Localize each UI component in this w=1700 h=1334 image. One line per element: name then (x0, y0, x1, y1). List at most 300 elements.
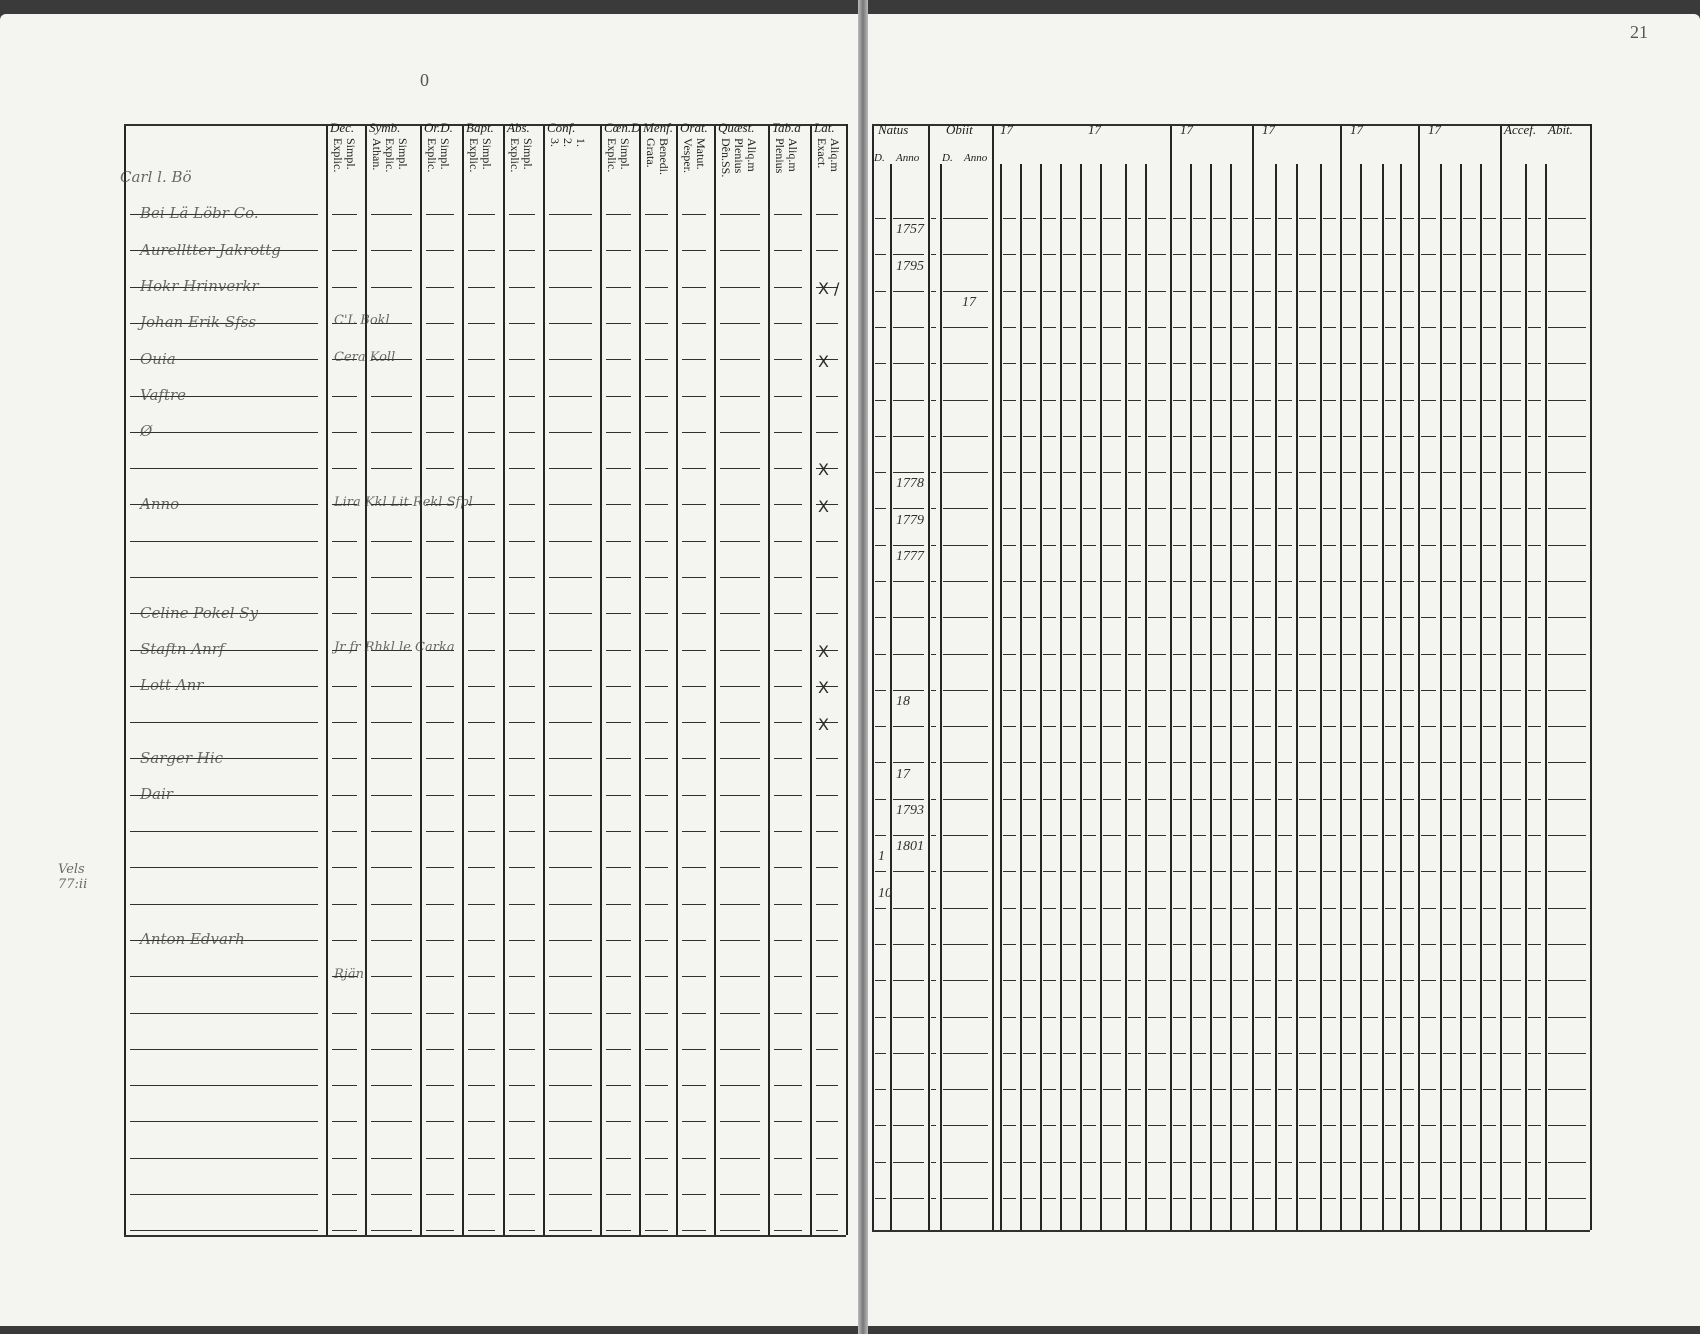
right-row-rule (943, 581, 988, 582)
left-row-rule (645, 468, 668, 469)
right-row-rule (1148, 291, 1166, 292)
right-row-rule (1148, 799, 1166, 800)
right-row-rule (1103, 254, 1121, 255)
right-column-rule (1145, 164, 1147, 1230)
right-row-rule (1503, 762, 1521, 763)
right-row-rule (1443, 254, 1456, 255)
right-row-rule (1463, 254, 1476, 255)
left-row-rule (371, 613, 412, 614)
right-row-rule (1063, 690, 1076, 691)
left-row-rule (774, 468, 802, 469)
right-row-rule (1363, 472, 1378, 473)
right-column-rule (1382, 164, 1384, 1230)
right-row-rule (943, 1053, 988, 1054)
left-row-rule (549, 650, 592, 651)
right-header-title: 17 (1180, 122, 1193, 137)
right-row-rule (1483, 944, 1496, 945)
right-row-rule (1083, 762, 1096, 763)
right-row-rule (893, 799, 924, 800)
right-row-rule (1023, 327, 1036, 328)
right-row-rule (1148, 363, 1166, 364)
right-row-rule (1403, 908, 1414, 909)
left-row-rule (682, 214, 706, 215)
right-row-rule (1403, 944, 1414, 945)
right-row-rule (1299, 400, 1316, 401)
right-column-rule (1590, 124, 1592, 1230)
left-row-rule (426, 613, 454, 614)
right-row-rule (1023, 871, 1036, 872)
right-row-rule (943, 508, 988, 509)
left-row-rule (816, 758, 838, 759)
right-row-rule (1443, 726, 1456, 727)
right-row-rule (1503, 908, 1521, 909)
right-row-rule (1278, 327, 1292, 328)
right-row-rule (1148, 617, 1166, 618)
right-row-rule (1083, 218, 1096, 219)
left-column-rule (714, 124, 716, 1235)
left-row-rule (606, 1049, 631, 1050)
right-row-rule (1385, 1053, 1396, 1054)
right-row-rule (1548, 545, 1586, 546)
right-row-rule (1255, 581, 1271, 582)
right-row-rule (1385, 690, 1396, 691)
right-row-rule (1173, 472, 1186, 473)
right-row-rule (1299, 835, 1316, 836)
right-row-rule (1385, 762, 1396, 763)
left-row-rule (720, 323, 760, 324)
left-row-rule (645, 1194, 668, 1195)
left-row-rule (720, 250, 760, 251)
right-row-rule (1548, 762, 1586, 763)
left-row-rule (426, 1230, 454, 1231)
right-row-rule (1043, 1053, 1056, 1054)
right-row-rule (1213, 1089, 1226, 1090)
right-row-rule (1233, 545, 1248, 546)
left-row-rule (720, 904, 760, 905)
left-header-title: Abs. (507, 120, 530, 135)
right-row-rule (1043, 363, 1056, 364)
right-row-rule (1323, 291, 1336, 292)
right-row-rule (1443, 508, 1456, 509)
right-column-rule (1210, 164, 1212, 1230)
right-row-rule (1503, 980, 1521, 981)
left-header-sub: Simpl. (344, 138, 358, 170)
right-row-rule (1233, 1089, 1248, 1090)
right-row-rule (1421, 799, 1436, 800)
left-row-rule (509, 904, 535, 905)
right-row-rule (1213, 835, 1226, 836)
right-row-rule (1128, 617, 1141, 618)
right-row-rule (1421, 545, 1436, 546)
right-row-rule (1323, 436, 1336, 437)
left-row-rule (682, 940, 706, 941)
right-row-rule (1443, 908, 1456, 909)
right-row-rule (1103, 944, 1121, 945)
left-row-rule (816, 1013, 838, 1014)
left-row-rule (509, 287, 535, 288)
left-row-rule (816, 1085, 838, 1086)
left-row-rule (774, 686, 802, 687)
right-column-rule (1060, 164, 1062, 1230)
right-row-rule (1278, 436, 1292, 437)
right-row-rule (1503, 363, 1521, 364)
left-row-rule (720, 541, 760, 542)
left-row-rule (509, 468, 535, 469)
right-row-rule (1403, 327, 1414, 328)
right-row-rule (1128, 363, 1141, 364)
right-row-rule (1385, 400, 1396, 401)
right-row-rule (943, 218, 988, 219)
left-row-rule (509, 1230, 535, 1231)
left-row-rule (468, 359, 495, 360)
right-row-rule (1443, 871, 1456, 872)
right-row-rule (1299, 1017, 1316, 1018)
right-row-rule (1278, 400, 1292, 401)
birth-day: 10 (878, 885, 892, 901)
right-row-rule (1483, 762, 1496, 763)
left-row-rule (509, 1085, 535, 1086)
left-row-rule (645, 831, 668, 832)
right-row-rule (1278, 980, 1292, 981)
right-row-rule (1173, 291, 1186, 292)
left-row-rule (371, 1194, 412, 1195)
left-row-rule (645, 1230, 668, 1231)
right-row-rule (1063, 726, 1076, 727)
right-column-rule (1545, 164, 1547, 1230)
right-row-rule (1548, 726, 1586, 727)
right-row-rule (943, 980, 988, 981)
right-row-rule (1385, 581, 1396, 582)
right-row-rule (1173, 508, 1186, 509)
right-row-rule (1299, 472, 1316, 473)
right-row-rule (1528, 1162, 1541, 1163)
right-row-rule (1083, 1053, 1096, 1054)
right-row-rule (893, 1198, 924, 1199)
right-row-rule (1443, 690, 1456, 691)
right-row-rule (1255, 472, 1271, 473)
left-row-rule (509, 758, 535, 759)
right-row-rule (1213, 327, 1226, 328)
right-row-rule (1043, 762, 1056, 763)
right-row-rule (1255, 871, 1271, 872)
left-row-rule (606, 613, 631, 614)
lat-mark: X (818, 641, 829, 661)
right-row-rule (931, 617, 936, 618)
birth-day: 1 (878, 849, 885, 865)
birth-year: 1757 (896, 222, 924, 238)
right-row-rule (1343, 1089, 1356, 1090)
right-row-rule (1299, 508, 1316, 509)
left-row-rule (549, 613, 592, 614)
left-row-rule (606, 1085, 631, 1086)
right-row-rule (1503, 1198, 1521, 1199)
right-row-rule (1528, 400, 1541, 401)
right-row-rule (1463, 327, 1476, 328)
right-row-rule (1148, 726, 1166, 727)
left-row-rule (774, 577, 802, 578)
right-row-rule (1363, 1089, 1378, 1090)
left-row-rule (509, 214, 535, 215)
right-row-rule (875, 291, 886, 292)
right-row-rule (1148, 871, 1166, 872)
birth-year: 1777 (896, 549, 924, 564)
right-row-rule (1503, 400, 1521, 401)
left-row-rule (332, 1158, 357, 1159)
left-row-rule (509, 432, 535, 433)
right-row-rule (1233, 363, 1248, 364)
right-row-rule (1023, 1162, 1036, 1163)
right-row-rule (931, 726, 936, 727)
right-row-rule (1193, 436, 1206, 437)
right-row-rule (1233, 327, 1248, 328)
right-row-rule (1233, 799, 1248, 800)
person-name: Johan Erik Sfss (140, 313, 257, 332)
right-row-rule (1213, 690, 1226, 691)
right-row-rule (1233, 1125, 1248, 1126)
right-row-rule (1443, 835, 1456, 836)
right-row-rule (875, 799, 886, 800)
left-row-rule (426, 1121, 454, 1122)
right-row-rule (1148, 1162, 1166, 1163)
right-header-title: 17 (1088, 122, 1101, 137)
right-column-rule (1440, 164, 1442, 1230)
left-row-rule (816, 1158, 838, 1159)
right-row-rule (1003, 436, 1016, 437)
right-row-rule (1003, 363, 1016, 364)
right-row-rule (1299, 908, 1316, 909)
left-row-rule (371, 1230, 412, 1231)
right-row-rule (1148, 254, 1166, 255)
right-row-rule (1213, 762, 1226, 763)
right-row-rule (1503, 1053, 1521, 1054)
right-row-rule (1299, 545, 1316, 546)
right-row-rule (943, 400, 988, 401)
person-name: Anno (140, 494, 180, 513)
right-row-rule (875, 254, 886, 255)
right-row-rule (1255, 690, 1271, 691)
right-row-rule (1128, 1017, 1141, 1018)
right-row-rule (1103, 617, 1121, 618)
right-row-rule (1233, 436, 1248, 437)
right-row-rule (893, 871, 924, 872)
left-row-rule (549, 1121, 592, 1122)
right-row-rule (1023, 1053, 1036, 1054)
right-row-rule (1083, 835, 1096, 836)
left-row-rule (426, 541, 454, 542)
right-row-rule (1403, 436, 1414, 437)
right-row-rule (1385, 1017, 1396, 1018)
right-row-rule (1193, 617, 1206, 618)
right-row-rule (1255, 1125, 1271, 1126)
right-row-rule (1233, 1162, 1248, 1163)
right-row-rule (1255, 363, 1271, 364)
right-row-rule (1483, 799, 1496, 800)
right-row-rule (1043, 1125, 1056, 1126)
right-row-rule (1548, 508, 1586, 509)
left-column-rule (810, 124, 812, 1235)
right-row-rule (1023, 508, 1036, 509)
right-row-rule (1548, 908, 1586, 909)
right-row-rule (1128, 908, 1141, 909)
right-row-rule (1278, 1089, 1292, 1090)
right-row-rule (1083, 400, 1096, 401)
right-row-rule (1063, 908, 1076, 909)
right-row-rule (1483, 581, 1496, 582)
left-row-rule (682, 468, 706, 469)
right-row-rule (1148, 908, 1166, 909)
left-row-rule (509, 976, 535, 977)
left-row-rule (332, 940, 357, 941)
right-row-rule (1233, 291, 1248, 292)
left-row-rule (606, 250, 631, 251)
left-row-rule (774, 1158, 802, 1159)
right-row-rule (1103, 291, 1121, 292)
right-row-rule (1443, 327, 1456, 328)
right-row-rule (1363, 363, 1378, 364)
left-row-rule (509, 577, 535, 578)
right-row-rule (1528, 291, 1541, 292)
right-row-rule (1503, 726, 1521, 727)
left-row-rule (509, 504, 535, 505)
right-row-rule (1063, 254, 1076, 255)
right-row-rule (1213, 617, 1226, 618)
left-row-rule (774, 650, 802, 651)
right-row-rule (1193, 762, 1206, 763)
right-row-rule (1363, 908, 1378, 909)
right-row-rule (1233, 654, 1248, 655)
right-row-rule (1483, 726, 1496, 727)
right-row-rule (1385, 726, 1396, 727)
right-column-rule (1500, 124, 1502, 1230)
left-header-sub: Athan. (370, 138, 384, 171)
left-row-rule (468, 541, 495, 542)
left-row-rule (468, 214, 495, 215)
row-note: Cera Koll (334, 349, 396, 365)
right-row-rule (1463, 400, 1476, 401)
right-row-rule (1173, 218, 1186, 219)
right-row-rule (931, 944, 936, 945)
birth-year: 1795 (896, 258, 924, 274)
left-column-rule (420, 124, 422, 1235)
left-header-sub: Explic. (425, 138, 439, 173)
right-row-rule (1299, 218, 1316, 219)
left-row-rule (371, 541, 412, 542)
right-row-rule (1463, 944, 1476, 945)
right-row-rule (1483, 545, 1496, 546)
right-row-rule (1343, 218, 1356, 219)
right-row-rule (1063, 835, 1076, 836)
right-row-rule (931, 654, 936, 655)
left-row-rule (426, 940, 454, 941)
left-row-rule (332, 432, 357, 433)
right-row-rule (1213, 1198, 1226, 1199)
left-row-rule (720, 1158, 760, 1159)
right-row-rule (1343, 254, 1356, 255)
left-row-rule (682, 831, 706, 832)
left-header-sub: Aliq.m (745, 138, 759, 172)
right-row-rule (1343, 654, 1356, 655)
person-name: Anton Edvarh (140, 930, 245, 949)
right-row-rule (943, 254, 988, 255)
right-row-rule (1463, 871, 1476, 872)
right-row-rule (1548, 1089, 1586, 1090)
right-row-rule (1463, 581, 1476, 582)
right-row-rule (1403, 291, 1414, 292)
left-row-rule (509, 1049, 535, 1050)
right-row-rule (1173, 908, 1186, 909)
right-row-rule (1299, 980, 1316, 981)
left-row-rule (606, 1121, 631, 1122)
right-row-rule (1083, 799, 1096, 800)
left-row-rule (816, 323, 838, 324)
left-row-rule (426, 831, 454, 832)
right-row-rule (1278, 472, 1292, 473)
left-row-rule (509, 541, 535, 542)
right-row-rule (1483, 472, 1496, 473)
right-row-rule (931, 799, 936, 800)
right-row-rule (1343, 1162, 1356, 1163)
right-row-rule (1421, 472, 1436, 473)
right-row-rule (1385, 617, 1396, 618)
left-row-rule (645, 1013, 668, 1014)
left-row-rule (426, 904, 454, 905)
right-row-rule (1083, 291, 1096, 292)
right-row-rule (1403, 617, 1414, 618)
right-row-rule (1233, 908, 1248, 909)
left-row-rule (774, 1194, 802, 1195)
left-header-title: Lat. (814, 120, 835, 135)
right-row-rule (1299, 436, 1316, 437)
right-column-rule (1000, 164, 1002, 1230)
left-row-rule (774, 758, 802, 759)
right-row-rule (1173, 327, 1186, 328)
right-row-rule (931, 980, 936, 981)
right-row-rule (931, 1198, 936, 1199)
left-row-rule (371, 214, 412, 215)
right-row-rule (943, 944, 988, 945)
left-row-rule (468, 432, 495, 433)
right-row-rule (1103, 327, 1121, 328)
right-row-rule (1403, 1053, 1414, 1054)
right-row-rule (1421, 254, 1436, 255)
right-row-rule (1483, 1162, 1496, 1163)
right-row-rule (1083, 508, 1096, 509)
left-header-sub: Matut. (694, 138, 708, 170)
left-header-title: Cœn.D (604, 120, 641, 135)
person-name: Bei Lä Löbr Co. (140, 204, 259, 223)
left-row-rule (682, 1121, 706, 1122)
left-row-rule (682, 396, 706, 397)
right-row-rule (1528, 363, 1541, 364)
left-row-rule (549, 1230, 592, 1231)
left-row-rule (468, 758, 495, 759)
right-row-rule (1421, 1198, 1436, 1199)
right-row-rule (1255, 762, 1271, 763)
right-row-rule (1128, 980, 1141, 981)
right-row-rule (1343, 944, 1356, 945)
left-row-rule (774, 1230, 802, 1231)
left-row-rule (606, 1230, 631, 1231)
left-row-rule (682, 577, 706, 578)
right-row-rule (893, 363, 924, 364)
right-row-rule (1299, 581, 1316, 582)
left-row-rule (645, 904, 668, 905)
right-row-rule (1421, 654, 1436, 655)
left-row-rule (645, 1085, 668, 1086)
right-row-rule (1299, 799, 1316, 800)
book-gutter (858, 0, 868, 1334)
right-row-rule (931, 762, 936, 763)
